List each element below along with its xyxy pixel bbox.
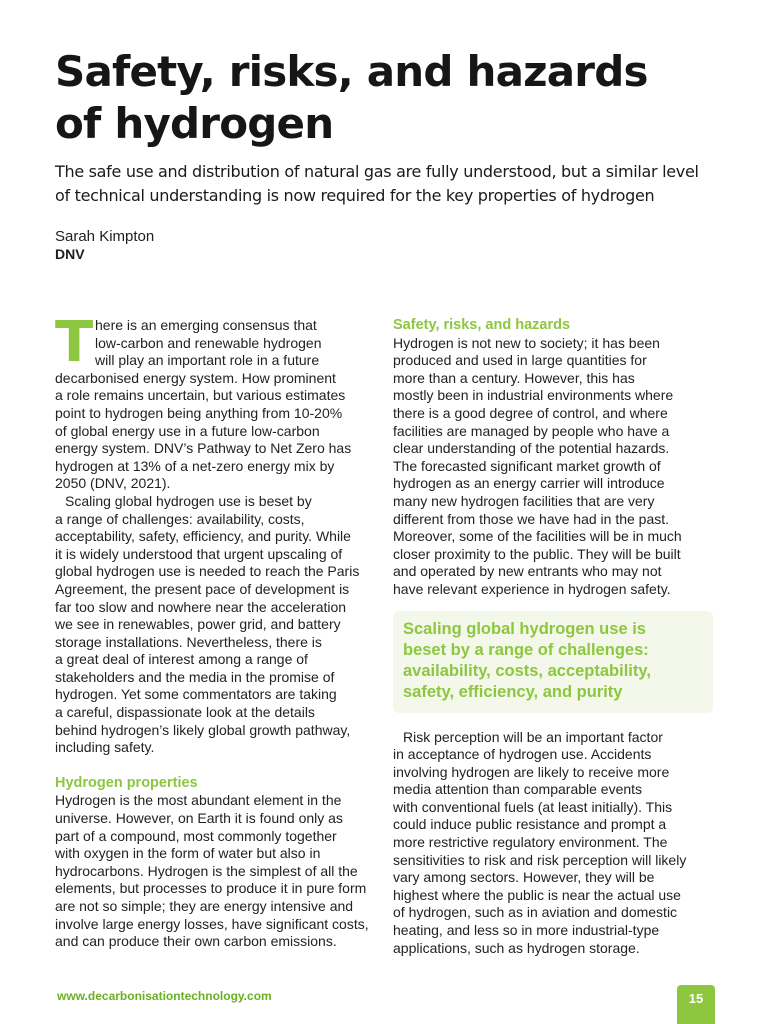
text-line: Hydrogen is the most abundant element in the	[55, 792, 342, 809]
text-line: many new hydrogen facilities that are very	[393, 492, 655, 509]
pull-quote	[393, 611, 713, 713]
body-paragraph	[55, 792, 375, 950]
text-line: with conventional fuels (at least initially). This	[393, 798, 673, 815]
text-line: a range of challenges: availability, costs,	[55, 510, 305, 527]
pull-quote-line: availability, costs, acceptability,	[403, 661, 651, 680]
body-paragraph	[393, 335, 713, 599]
text-line: media attention than comparable events	[393, 781, 643, 798]
text-line: behind hydrogen’s likely global growth pathway,	[55, 721, 351, 738]
text-line: involve large energy losses, have significant costs,	[55, 915, 369, 932]
author-name: Sarah Kimpton	[55, 228, 155, 245]
body-paragraph	[55, 493, 375, 757]
text-line: more restrictive regulatory environment. The	[393, 834, 668, 851]
text-line: including safety.	[55, 739, 155, 756]
author-organisation: DNV	[55, 246, 85, 262]
text-line: a great deal of interest among a range of	[55, 651, 308, 668]
website-link[interactable]: www.decarbonisationtechnology.com	[57, 989, 272, 1003]
text-line: part of a compound, most commonly together	[55, 827, 337, 844]
text-line: with oxygen in the form of water but also in	[55, 845, 321, 862]
text-line: of hydrogen, such as in aviation and domestic	[393, 904, 678, 921]
text-line: and operated by new entrants who may not	[393, 563, 662, 580]
text-line: energy system. DNV’s Pathway to Net Zero has	[55, 440, 352, 457]
text-line: mostly been in industrial environments where	[393, 387, 674, 404]
text-line: Scaling global hydrogen use is beset by	[65, 492, 312, 509]
standfirst	[55, 160, 735, 208]
text-line: decarbonised energy system. How prominent	[55, 369, 336, 386]
section-heading: Safety, risks, and hazards	[393, 317, 571, 333]
standfirst-line: The safe use and distribution of natural gas are fully understood, but a similar level	[55, 162, 699, 181]
text-line: heating, and less so in more industrial-type	[393, 922, 660, 939]
text-line: are not so simple; they are energy intensive and	[55, 898, 354, 914]
text-line: elements, but processes to produce it in pure form	[55, 880, 367, 897]
text-line: produced and used in large quantities for	[393, 352, 647, 369]
text-line: hydrogen at 13% of a net-zero energy mix by	[55, 457, 335, 474]
drop-cap: T	[55, 310, 94, 375]
text-line: low-carbon and renewable hydrogen	[95, 334, 322, 351]
text-line: far too slow and nowhere near the acceleration	[55, 598, 347, 615]
text-line: closer proximity to the public. They will be built	[393, 545, 681, 562]
text-line: and can produce their own carbon emissions.	[55, 933, 337, 950]
text-line: acceptability, safety, efficiency, and purity. While	[55, 528, 351, 545]
text-line: we see in renewables, power grid, and battery	[55, 616, 341, 633]
title-line: Safety, risks, and hazards	[55, 47, 648, 96]
text-line: here is an emerging consensus that	[95, 317, 317, 333]
text-line: stakeholders and the media in the promise of	[55, 668, 335, 685]
text-line: highest where the public is near the actual use	[393, 886, 681, 903]
text-line: there is a good degree of control, and where	[393, 404, 668, 421]
text-line: a careful, dispassionate look at the details	[55, 704, 315, 721]
text-line: applications, such as hydrogen storage.	[393, 939, 640, 956]
text-line: The forecasted significant market growth of	[393, 457, 661, 474]
text-line: have relevant experience in hydrogen safety.	[393, 580, 671, 597]
text-line: a role remains uncertain, but various estimates	[55, 387, 346, 404]
left-column	[55, 310, 375, 951]
body-paragraph	[393, 729, 713, 958]
article-title	[55, 46, 735, 150]
text-line: it is widely understood that urgent upscaling of	[55, 545, 343, 562]
text-line: storage installations. Nevertheless, there is	[55, 633, 322, 650]
right-column	[393, 317, 713, 957]
pull-quote-line: Scaling global hydrogen use is	[403, 619, 646, 638]
text-line: universe. However, on Earth it is found only as	[55, 810, 343, 827]
text-line: clear understanding of the potential hazards.	[393, 440, 670, 457]
text-line: different from those we have had in the past.	[393, 510, 670, 527]
text-line: could induce public resistance and prompt a	[393, 816, 667, 833]
text-line: more than a century. However, this has	[393, 369, 635, 386]
text-line: sensitivities to risk and risk perception will likely	[393, 851, 687, 868]
title-line: of hydrogen	[55, 99, 334, 148]
text-line: hydrogen. Yet some commentators are taking	[55, 686, 337, 703]
section-gap	[55, 757, 375, 775]
text-line: of global energy use in a future low-carbon	[55, 422, 320, 439]
text-line: vary among sectors. However, they will be	[393, 869, 655, 886]
text-line: Moreover, some of the facilities will be in much	[393, 528, 682, 545]
page-number: 15	[677, 985, 715, 1024]
text-line: in acceptance of hydrogen use. Accidents	[393, 746, 652, 763]
text-line: Hydrogen is not new to society; it has been	[393, 334, 660, 351]
text-line: Risk perception will be an important factor	[403, 728, 663, 745]
section-heading: Hydrogen properties	[55, 774, 198, 791]
intro-paragraph	[55, 310, 375, 493]
text-line: point to hydrogen being anything from 10-20%	[55, 404, 343, 421]
text-line: hydrogen as an energy carrier will introduce	[393, 475, 665, 492]
text-line: global hydrogen use is needed to reach the Paris	[55, 563, 360, 580]
text-line: involving hydrogen are likely to receive more	[393, 763, 670, 780]
text-line: 2050 (DNV, 2021).	[55, 475, 171, 492]
text-line: Agreement, the present pace of development is	[55, 580, 350, 597]
text-line: will play an important role in a future	[95, 352, 320, 369]
pull-quote-line: safety, efficiency, and purity	[403, 682, 623, 701]
standfirst-line: of technical understanding is now required for the key properties of hydrogen	[55, 186, 655, 205]
pull-quote-line: beset by a range of challenges:	[403, 640, 649, 659]
text-line: facilities are managed by people who have a	[393, 422, 670, 439]
text-line: hydrocarbons. Hydrogen is the simplest of all the	[55, 862, 358, 879]
